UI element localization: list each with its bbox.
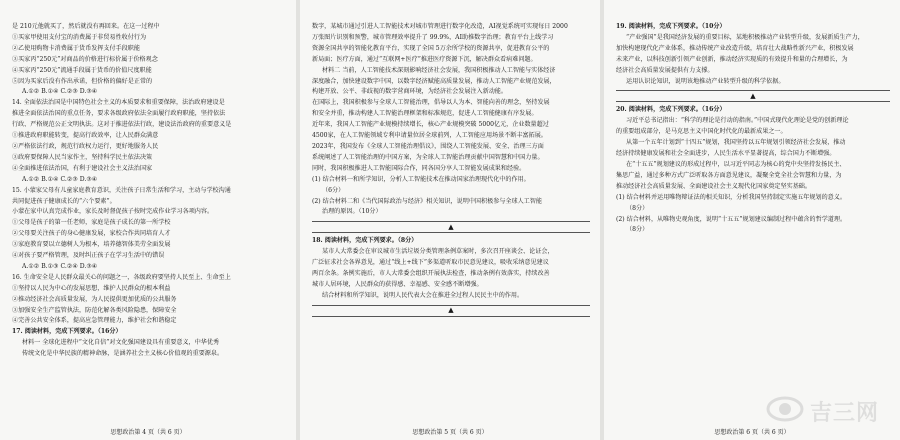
text-line: 构建开放、公平、非歧视的数字营商环境，为经济社会发展注入新动能。 xyxy=(312,88,507,96)
text-line: 推进全面依法治国的重点任务，要求各级政府依法全面履行政府职能，坚持依法 xyxy=(12,110,226,118)
text-line: 集思广益，通过多种方式广泛听取各方面意见建议，凝聚全党全社会智慧和力量，为 xyxy=(616,171,842,179)
text-line: A.①② B.①③ C.②④ D.③④ xyxy=(22,262,98,270)
page-content xyxy=(312,22,590,422)
text-line: “产业强国”是我国经济发展的重要目标，某地积极推动产业转型升级，发展新质生产力， xyxy=(626,33,864,41)
text-line: ④对孩子要严格管理，及时纠正孩子在学习生活中的错误 xyxy=(12,252,165,260)
text-line: 数字，某城市通过引进人工智能技术对城市管理进行数字化改造，AI视觉系统可实现每日 2000 xyxy=(312,23,568,30)
text-line: ②推动经济社会高质量发展，为人民提供更加优质的公共服务 xyxy=(12,295,177,303)
exam-page-6 xyxy=(604,0,900,440)
text-line: (1) 结合材料并运用唯物辩证法的相关知识，分析我国坚持制定实施五年规划的意义。 xyxy=(616,193,846,201)
text-line: (2) 结合材料，从唯物史观角度，说明“十五五”规划建议编制过程中蕴含的哲学道理。 xyxy=(616,215,847,223)
text-line: ①坚持以人民为中心的发展思想，维护人民群众的根本利益 xyxy=(12,284,171,292)
text-line: ②乙使用购物卡消费属于货币发挥支付手段职能 xyxy=(12,44,140,52)
text-line: 系统阐述了人工智能治理的中国方案，为全球人工智能治理贡献中国智慧和中国力量。 xyxy=(312,153,544,161)
text-line: 19. 阅读材料，完成下列要求。（10分） xyxy=(616,23,726,30)
text-line: ③政府要保障人民当家作主，坚持科学民主依法决策 xyxy=(12,153,153,161)
text-line: 运用认识论知识，说明该地推动产业转型升级的科学依据。 xyxy=(626,77,785,85)
text-line: ⑤因为买家后没有作出承诺，但价格的偏好是正常的 xyxy=(12,77,153,85)
text-line: 17. 阅读材料，完成下列要求。（16分） xyxy=(12,328,122,336)
exam-page-4 xyxy=(0,0,296,440)
text-line: 深度融合，加快建设数字中国，以数字经济赋能高质量发展，推动人工智能产业规范发展， xyxy=(312,77,556,85)
text-line: ④完善公共安全体系，提高应急管理能力，维护社会和谐稳定 xyxy=(12,317,177,325)
text-line: 结合材料和所学知识，说明人民代表大会在推进全过程人民民主中的作用。 xyxy=(322,291,524,299)
text-line: ②父母要关注孩子的身心健康发展，家校合作共同培育人才 xyxy=(12,230,171,238)
watermark xyxy=(766,392,886,426)
text-line: （8分） xyxy=(626,226,649,234)
answer-area-divider xyxy=(312,221,590,233)
text-line: 在“十五五”规划建议的形成过程中，以习近平同志为核心的党中央坚持发扬民主、 xyxy=(626,160,846,168)
text-line: ③加强安全生产监管执法，防范化解各类风险隐患，保障安全 xyxy=(12,306,177,314)
text-line: 某市人大常委会在审议城市生活垃圾分类管理条例草案时，多次召开座谈会、论证会， xyxy=(322,248,554,256)
text-line: 经济持续健康发展和社会全面进步，人民生活水平显著提高，综合国力不断增强。 xyxy=(616,150,836,158)
text-line: 共同促进孩子健康成长的“六个要素”。 xyxy=(12,197,116,205)
text-line: 20. 阅读材料，完成下列要求。（16分） xyxy=(616,106,726,114)
triangle-icon: ▲ xyxy=(448,306,454,315)
text-line: 广泛征求社会各界意见，通过“线上+线下”多渠道听取市民意见建议，吸收采纳意见建议 xyxy=(312,259,549,267)
page-footer: 思想政治第 6 页（共 6 页） xyxy=(714,429,790,436)
text-line: （6分） xyxy=(322,186,345,194)
text-line: ①推进政府职能转变，提高行政效率，让人民群众满意 xyxy=(12,132,159,140)
text-line: ①父母是孩子的第一任老师，家庭是孩子成长的第一所学校 xyxy=(12,219,171,227)
text-line: 习近平总书记指出：“科学的理论是行动的指南。”中国式现代化理论是党的创新理论 xyxy=(626,117,849,125)
triangle-icon: ▲ xyxy=(750,91,756,100)
text-line: ①买家甲使用支付宝的消费属于非贸易性收付行为 xyxy=(12,33,147,41)
text-line: 在国际上，我国积极参与全球人工智能治理，倡导以人为本、智能向善的理念，坚持发展 xyxy=(312,99,550,107)
text-line: 万张图片识别和预警，城市管理效率提升了 99.9%，AI助推数字治理；教育平台上线学习 xyxy=(312,33,554,41)
text-line: 经济社会高质量发展提供有力支撑。 xyxy=(616,66,714,74)
text-line: 18. 阅读材料，完成下列要求。（8分） xyxy=(312,237,418,245)
text-line: A.①② B.①④ C.②③ D.③④ xyxy=(22,175,98,183)
triangle-icon: ▲ xyxy=(448,222,454,231)
text-line: ②严格依法行政，规范行政权力运行，更好地服务人民 xyxy=(12,142,159,150)
eye-logo-icon xyxy=(766,392,804,426)
text-line: ④买家丙“250元”流通手段属于货币的价值尺度职能 xyxy=(12,66,152,74)
text-line: 治理的原因。（10分） xyxy=(322,208,382,216)
text-line: 两百余条。条例实施后，市人大常委会组织开展执法检查，推动条例有效落实，持续改善 xyxy=(312,270,550,278)
text-line: 从第一个五年计划到“十四五”规划，我国坚持以五年规划引领经济社会发展，推动 xyxy=(626,139,846,147)
text-line: 行政、严格规范公正文明执法。这对于推进依法行政，建设法治政府的重要意义是 xyxy=(12,121,232,129)
text-line: 传统文化是中华民族的精神命脉，是涵养社会主义核心价值观的重要源泉。 xyxy=(22,350,224,358)
page-content xyxy=(616,22,890,422)
text-line: 同时，我国积极推进人工智能国际合作，同各国分享人工智能发展成果和经验。 xyxy=(312,164,526,172)
page-footer: 思想政治第 4 页（共 6 页） xyxy=(110,429,186,436)
text-line: 未来产业，以科技创新引领产业创新，推动经济实现质的有效提升和量的合理增长，为 xyxy=(616,55,848,63)
text-line: （8分） xyxy=(626,204,649,212)
answer-area-divider xyxy=(312,305,590,317)
text-line: ④全面推进依法治国，有利于建设社会主义法治国家 xyxy=(12,164,153,172)
text-line: 和安全并重，推动构建人工智能治理框架和标准规范，促进人工智能健康有序发展。 xyxy=(312,110,538,118)
text-line: 小蒙在家中认真完成作业，家长及时督促孩子按时完成作业学习各项内容。 xyxy=(12,208,214,216)
text-line: 推动经济社会高质量发展、全面建设社会主义现代化国家奠定坚实基础。 xyxy=(616,182,811,190)
text-line: (1) 结合材料一和所学知识，分析人工智能技术在推动国家治理现代化中的作用。 xyxy=(312,175,530,183)
text-line: 加快构建现代化产业体系，推动传统产业改造升级，培育壮大战略性新兴产业，积极发展 xyxy=(616,44,854,52)
text-line: 14. 全面依法治国是中国特色社会主义的本质要求和重要保障，法治政府建设是 xyxy=(12,99,225,107)
text-line: 材料二 当前，人工智能技术深刻影响经济社会发展，我国积极推动人工智能与实体经济 xyxy=(322,66,556,74)
text-line: 城市人居环境，人民群众的获得感、幸福感、安全感不断增强。 xyxy=(312,280,483,288)
text-line: 的重要组成部分，是马克思主义中国化时代化的最新成果之一。 xyxy=(616,128,787,136)
page-footer: 思想政治第 5 页（共 6 页） xyxy=(412,429,488,436)
text-line: 资源全国共享的智能化教育平台，实现了全国 5万余所学校的资源共享，促进教育公平的 xyxy=(312,44,550,52)
text-line: 16. 生命安全是人民群众最关心的问题之一，各级政府要坚持人民至上、生命至上 xyxy=(12,273,231,281)
exam-page-5 xyxy=(300,0,600,440)
text-line: ③买家丙“250元”对商品的价格进行标价属于价格观念 xyxy=(12,55,158,63)
answer-area-divider xyxy=(616,90,890,102)
text-line: (2) 结合材料二和《当代国际政治与经济》相关知识，说明中国积极参与全球人工智能 xyxy=(312,197,542,205)
text-line: 15. 小蒙家父母有儿童家庭教育意识，关注孩子日常生活和学习，主动与学校沟通 xyxy=(12,186,231,194)
text-line: 近年来，我国人工智能产业规模持续增长，核心产业规模突破 5000亿元，企业数量超过 xyxy=(312,121,549,129)
text-line: ③家庭教育要以立德树人为根本，培养德智体美劳全面发展 xyxy=(12,241,171,249)
text-line: 材料一 全球化进程中“文化自信”对文化强国建设具有重要意义，中华优秀 xyxy=(22,339,220,347)
text-line: A.①② B.①④ C.②③ D.③④ xyxy=(22,88,98,96)
text-line: 2023年，我国发布《全球人工智能治理倡议》，围绕人工智能发展、安全、治理三方面 xyxy=(312,142,544,150)
page-content xyxy=(12,22,286,422)
text-line: 4500家，在人工智能领域专利申请量位居全球前列，人工智能应用场景不断丰富拓展。 xyxy=(312,132,547,140)
text-line: 是 210元他就买了，然后就没有再回来。在这一过程中 xyxy=(12,23,160,30)
watermark-text: 吉三网 xyxy=(810,401,880,426)
text-line: 新局面；医疗方面，通过“互联网+医疗”推进医疗资源下沉，解决群众看病难问题。 xyxy=(312,55,537,63)
